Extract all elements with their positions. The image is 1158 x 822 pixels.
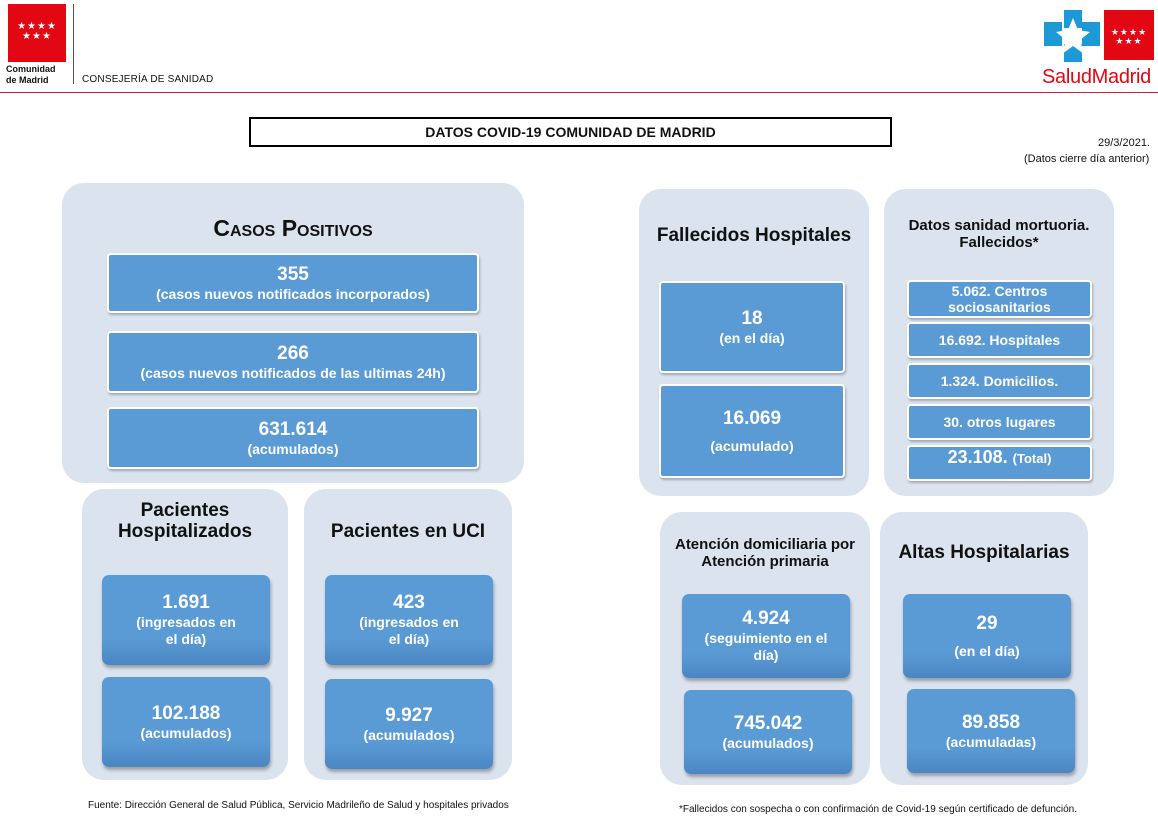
altas-acumuladas-value: 89.858 [961,711,1021,733]
hospitalizados-title-line-2: Hospitalizados [117,521,253,542]
casos-acumulados-label: (acumulados) [247,440,339,457]
mortuoria-panel [884,189,1114,496]
hospitalizados-dia-label-1: (ingresados en [136,614,236,630]
casos-incorporados-label: (casos nuevos notificados incorporados) [156,285,430,302]
domiciliaria-acumulados-box [684,690,852,774]
domiciliaria-dia-label-2: día) [753,647,779,663]
domiciliaria-title [660,536,870,570]
fallecidos-dia-value: 18 [741,307,763,329]
mortuoria-hospitales-text: 16.692. Hospitales [938,332,1061,348]
header-divider [73,4,74,84]
fallecidos-acumulado-value: 16.069 [722,407,782,429]
casos-positivos-panel [62,183,524,483]
uci-dia-label-1: (ingresados en [359,614,459,630]
domiciliaria-dia-label-1: (seguimiento en el [704,630,828,646]
hospitalizados-panel [82,489,288,780]
domiciliaria-acumulados-value: 745.042 [733,712,803,734]
mortuoria-title [884,217,1114,251]
fallecidos-panel [639,189,869,496]
flag-stars-row-2: ★★★ [22,31,52,42]
org-name-line-1: Comunidad [6,64,56,74]
domiciliaria-panel [660,512,870,785]
hospitalizados-dia-value: 1.691 [162,592,210,613]
flag-stars [8,22,66,42]
domiciliaria-acumulados-label: (acumulados) [722,734,814,751]
casos-nuevos-24h-box [107,331,479,393]
uci-acumulados-label: (acumulados) [363,726,455,743]
uci-panel [304,489,512,780]
mortuoria-total-value: 23.108. [947,447,1008,467]
org-name [6,64,76,86]
uci-acumulados-box [325,679,493,769]
salud-madrid-cross-icon [1044,10,1102,62]
sm-flag-stars-row-2: ★★★ [1115,36,1143,46]
fallecidos-acumulado-label: (acumulado) [710,437,794,454]
mortuoria-centros-line-2: sociosanitarios [948,299,1051,315]
org-name-line-2: de Madrid [6,75,49,85]
hospitalizados-dia-label-2: el día) [165,631,207,647]
hospitalizados-acumulados-label: (acumulados) [140,724,232,741]
altas-dia-value: 29 [976,612,998,634]
hospitalizados-acumulados-box [102,677,270,767]
casos-nuevos-incorporados-box [107,253,479,313]
altas-acumuladas-label: (acumuladas) [945,733,1037,750]
casos-incorporados-value: 355 [277,263,309,285]
mortuoria-otros-text: 30. otros lugares [943,414,1056,430]
altas-title: Altas Hospitalarias [898,542,1070,563]
domiciliaria-dia-value: 4.924 [742,608,790,629]
uci-title: Pacientes en UCI [330,521,486,542]
mortuoria-hospitales-box [907,322,1092,358]
source-note: Fuente: Dirección General de Salud Pública, Servicio Madrileño de Salud y hospitales privados [88,800,509,811]
uci-dia-value: 423 [393,592,425,613]
mortuoria-centros-box [907,280,1092,318]
casos-acumulados-box [107,407,479,469]
domiciliaria-title-line-2: Atención primaria [701,553,829,570]
fallecidos-acumulado-box [659,384,845,478]
uci-dia-box [325,575,493,665]
brand-name: SaludMadrid [1042,66,1151,88]
fallecidos-title: Fallecidos Hospitales [656,225,852,246]
fallecidos-dia-label: (en el día) [719,329,785,346]
uci-dia-label-2: el día) [388,631,430,647]
mortuoria-title-line-1: Datos sanidad mortuoria. [908,217,1090,234]
sm-flag-stars-row-1: ★★★★ [1110,27,1148,37]
casos-acumulados-value: 631.614 [258,418,328,440]
casos-24h-label: (casos nuevos notificados de las ultimas 24h) [140,364,446,381]
casos-24h-value: 266 [277,342,309,364]
comunidad-madrid-flag-logo [8,4,66,62]
altas-dia-label: (en el día) [954,642,1020,659]
mortuoria-total-box [907,445,1092,481]
report-date: 29/3/2021. [1098,137,1150,149]
altas-panel [880,512,1088,785]
report-date-note: (Datos cierre día anterior) [1024,153,1150,165]
hospitalizados-title-line-1: Pacientes [140,500,230,521]
mortuoria-otros-box [907,404,1092,440]
mortuoria-total-label: (Total) [1012,451,1052,466]
altas-acumuladas-box [907,689,1075,773]
domiciliaria-title-line-1: Atención domiciliaria por [674,536,856,553]
mortuoria-title-line-2: Fallecidos* [959,234,1039,251]
uci-acumulados-value: 9.927 [385,704,433,726]
mortuoria-centros-line-1: 5.062. Centros [951,283,1048,299]
fallecidos-dia-box [659,281,845,373]
header-rule [0,92,1158,93]
hospitalizados-dia-box [102,575,270,665]
fallecidos-footnote: *Fallecidos con sospecha o con confirmación de Covid-19 según certificado de defunción. [679,804,1078,815]
hospitalizados-acumulados-value: 102.188 [151,702,221,724]
mortuoria-domicilios-box [907,363,1092,399]
domiciliaria-dia-box [682,594,850,678]
salud-madrid-flag-icon [1104,10,1154,60]
department-name: CONSEJERÍA DE SANIDAD [82,74,214,85]
casos-positivos-title: Casos Positivos [213,215,373,241]
altas-dia-box [903,594,1071,678]
mortuoria-domicilios-text: 1.324. Domicilios. [940,373,1059,389]
flag-stars-row-1: ★★★★ [17,21,57,32]
page-title: DATOS COVID-19 COMUNIDAD DE MADRID [249,117,892,147]
hospitalizados-title [82,500,288,542]
